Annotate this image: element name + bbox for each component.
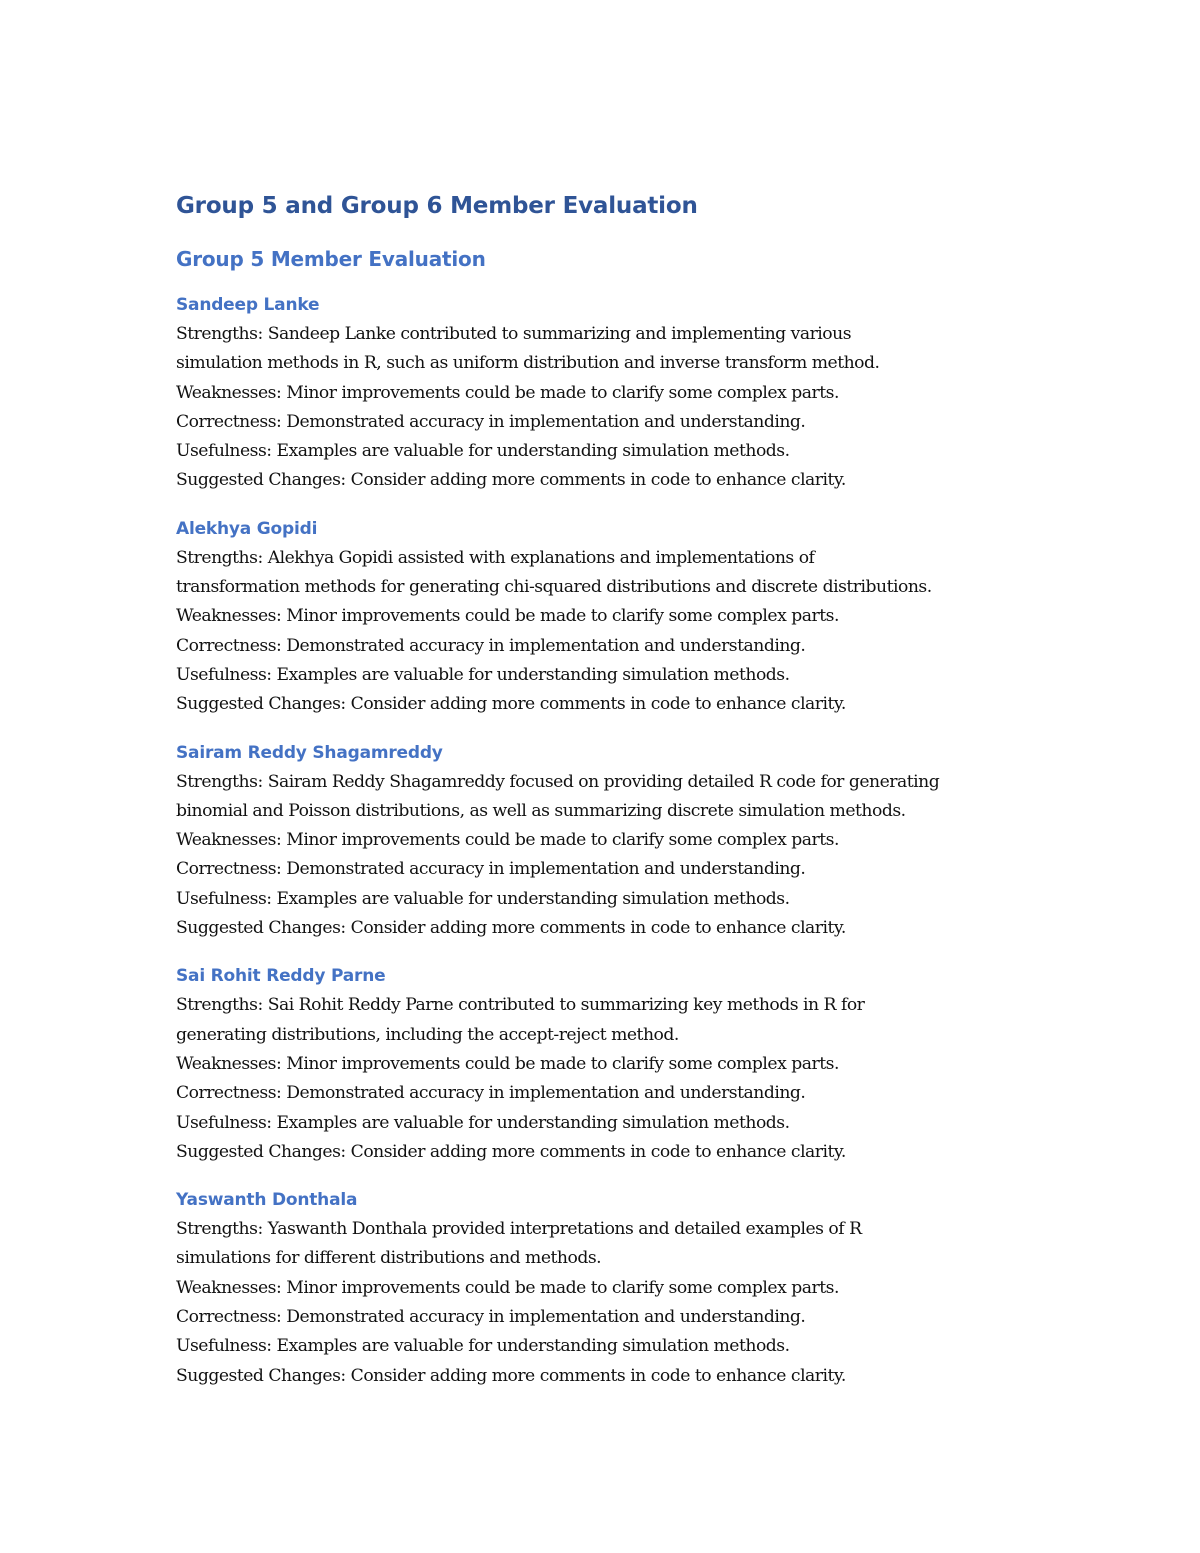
member-evaluation-line: Suggested Changes: Consider adding more comments in code to enhance clarity. <box>176 1141 846 1162</box>
member-evaluation-line: Usefulness: Examples are valuable for understanding simulation methods. <box>176 888 790 909</box>
member-evaluation-line: Correctness: Demonstrated accuracy in implementation and understanding. <box>176 1083 806 1104</box>
member-evaluation-line: Weaknesses: Minor improvements could be made to clarify some complex parts. <box>176 606 839 627</box>
member-evaluation-line: Usefulness: Examples are valuable for understanding simulation methods. <box>176 664 790 685</box>
member-evaluation-line: Correctness: Demonstrated accuracy in implementation and understanding. <box>176 411 806 432</box>
member-evaluation <box>176 740 1056 944</box>
member-evaluation-line: Correctness: Demonstrated accuracy in implementation and understanding. <box>176 859 806 880</box>
member-evaluation-line: Weaknesses: Minor improvements could be made to clarify some complex parts. <box>176 830 839 851</box>
member-evaluation-line: Suggested Changes: Consider adding more comments in code to enhance clarity. <box>176 918 846 939</box>
member-evaluation-line: Correctness: Demonstrated accuracy in implementation and understanding. <box>176 635 806 656</box>
member-evaluation <box>176 963 1056 1167</box>
member-evaluation-line: Strengths: Sandeep Lanke contributed to summarizing and implementing various <box>176 324 852 344</box>
member-evaluation <box>176 1187 1056 1391</box>
section-title: Group 5 Member Evaluation <box>176 247 486 271</box>
member-evaluation-line: Suggested Changes: Consider adding more comments in code to enhance clarity. <box>176 694 846 715</box>
member-name: Alekhya Gopidi <box>176 518 318 539</box>
member-evaluation-line: simulations for different distributions and methods. <box>176 1248 602 1269</box>
member-name: Sandeep Lanke <box>176 295 320 315</box>
member-evaluation-line: Suggested Changes: Consider adding more comments in code to enhance clarity. <box>176 1365 846 1386</box>
member-evaluation-line: Suggested Changes: Consider adding more comments in code to enhance clarity. <box>176 470 846 491</box>
member-name: Yaswanth Donthala <box>176 1190 358 1211</box>
member-evaluation-line: binomial and Poisson distributions, as well as summarizing discrete simulation methods. <box>176 800 906 821</box>
member-evaluation-line: Usefulness: Examples are valuable for understanding simulation methods. <box>176 1112 790 1133</box>
member-evaluation <box>176 292 1056 496</box>
member-evaluation-line: Correctness: Demonstrated accuracy in implementation and understanding. <box>176 1307 806 1328</box>
member-evaluation-line: generating distributions, including the accept-reject method. <box>176 1024 679 1045</box>
member-evaluation-line: Weaknesses: Minor improvements could be made to clarify some complex parts. <box>176 1053 839 1074</box>
member-evaluation-line: Strengths: Sai Rohit Reddy Parne contributed to summarizing key methods in R for <box>176 995 865 1016</box>
member-list <box>176 292 1056 1391</box>
document-title: Group 5 and Group 6 Member Evaluation <box>176 193 698 219</box>
member-evaluation <box>176 516 1056 720</box>
member-evaluation-line: transformation methods for generating chi-squared distributions and discrete distributions. <box>176 577 932 598</box>
document-page <box>176 188 1056 1391</box>
member-evaluation-line: Strengths: Alekhya Gopidi assisted with explanations and implementations of <box>176 547 815 568</box>
member-evaluation-line: Usefulness: Examples are valuable for understanding simulation methods. <box>176 441 790 462</box>
member-name: Sairam Reddy Shagamreddy <box>176 742 443 763</box>
member-evaluation-line: Usefulness: Examples are valuable for understanding simulation methods. <box>176 1336 790 1357</box>
member-evaluation-line: Strengths: Sairam Reddy Shagamreddy focused on providing detailed R code for generating <box>176 771 940 792</box>
member-evaluation-line: Weaknesses: Minor improvements could be made to clarify some complex parts. <box>176 382 839 403</box>
member-name: Sai Rohit Reddy Parne <box>176 966 386 987</box>
member-evaluation-line: Strengths: Yaswanth Donthala provided interpretations and detailed examples of R <box>176 1219 862 1240</box>
member-evaluation-line: Weaknesses: Minor improvements could be made to clarify some complex parts. <box>176 1277 839 1298</box>
member-evaluation-line: simulation methods in R, such as uniform distribution and inverse transform method. <box>176 353 880 374</box>
